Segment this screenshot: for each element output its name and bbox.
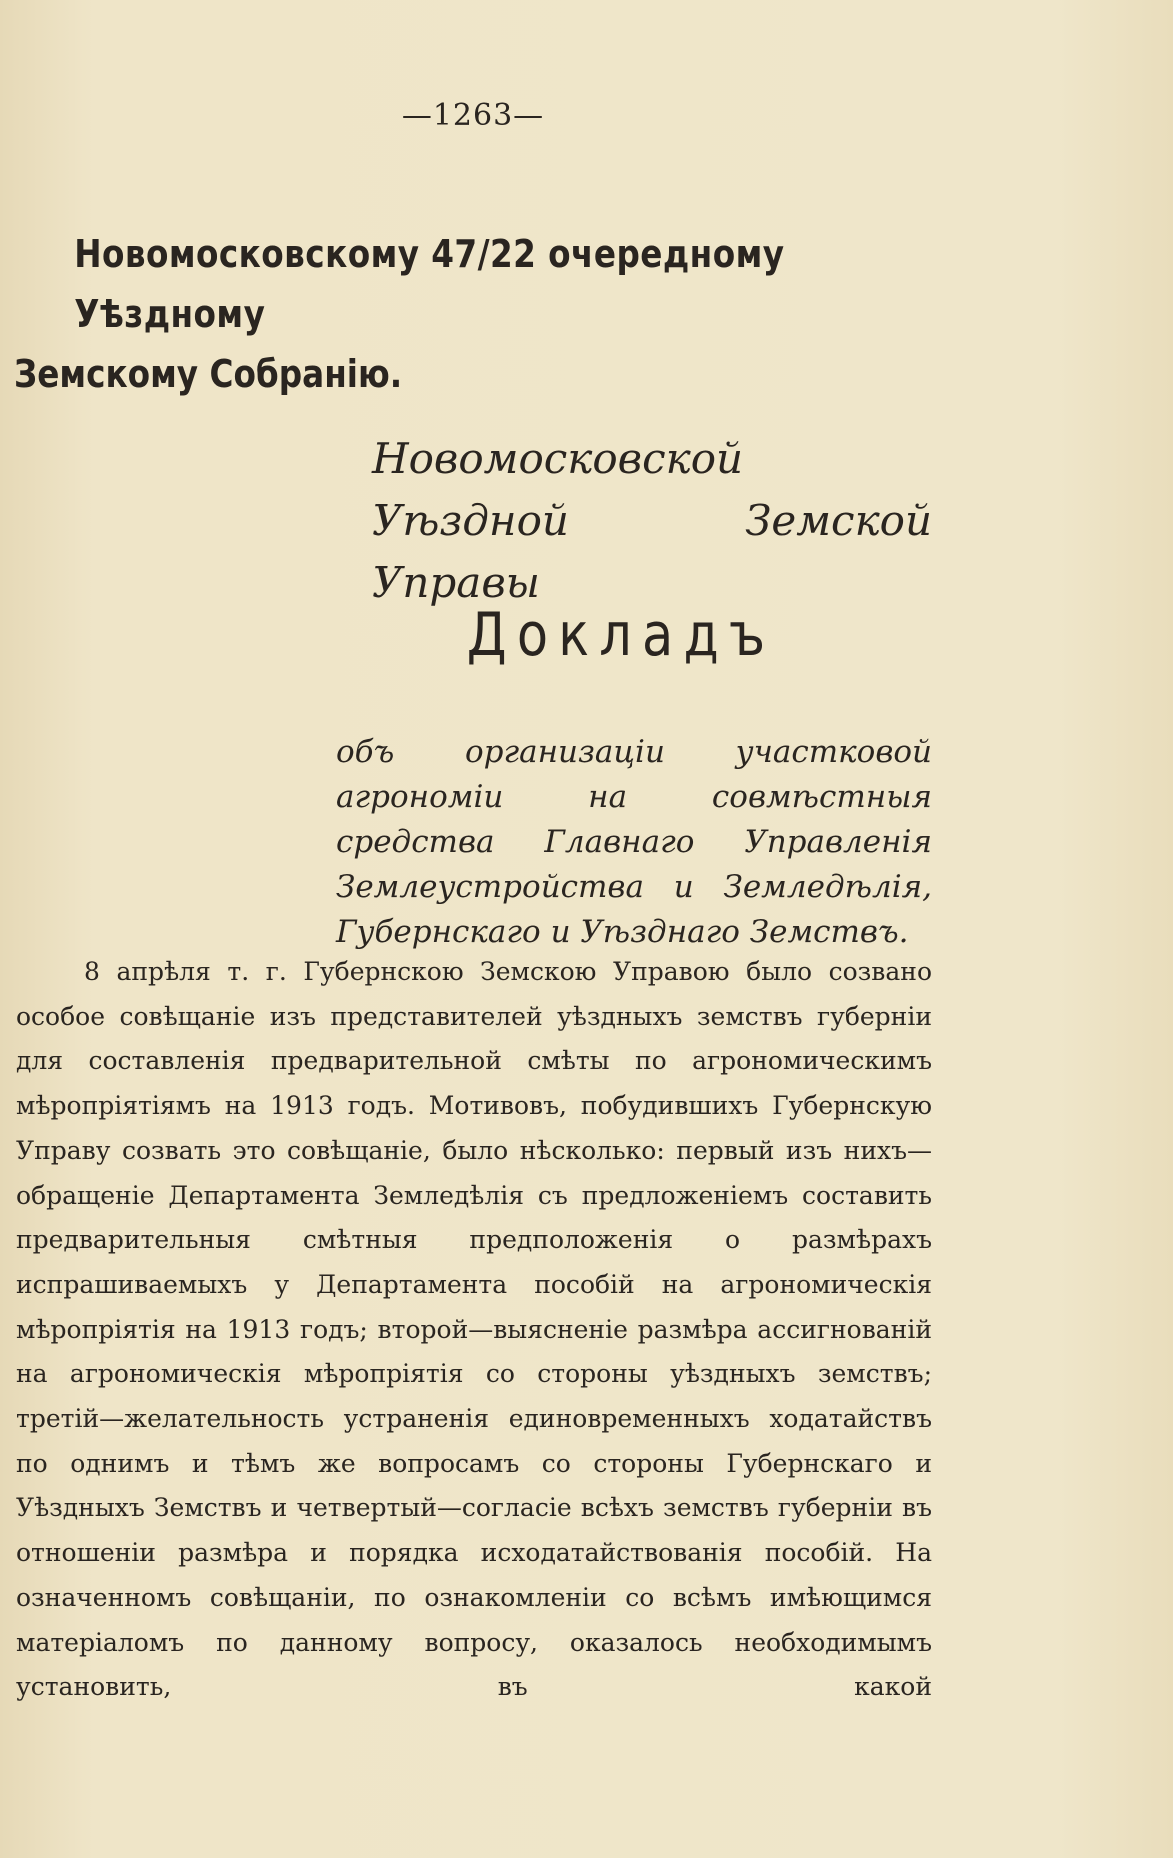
- page-number: —1263—: [401, 98, 545, 133]
- sender-board: Новомосковской Уѣздной Земской Управы: [372, 434, 932, 607]
- report-subject: объ организаціи участковой агрономіи на совмѣстныя средства Главнаго Управленія Землеустройства и Земледѣлія, Губернскаго и Уѣзднаго Земствъ.: [336, 734, 932, 950]
- addressee-line-1: Новомосковскому 47/22 очередному Уѣздному: [74, 232, 785, 336]
- document-title: Докладъ: [466, 600, 776, 670]
- addressee-line-2: Земскому Собранію.: [14, 352, 403, 396]
- body-paragraph: [16, 950, 932, 1710]
- body-text: 8 апрѣля т. г. Губернскою Земскою Управою было созвано особое совѣщаніе изъ представителей уѣздныхъ земствъ губерніи для составленія предварительной смѣты по агрономическимъ мѣропріятіямъ на 1913 годъ. Мотивовъ, побудившихъ Губернскую Управу созвать это совѣщаніе, было нѣсколько: первый изъ нихъ—обращеніе Департамента Земледѣлія съ предложеніемъ составить предварительныя смѣтныя предположенія о размѣрахъ испрашиваемыхъ у Департамента пособій на агрономическія мѣропріятія на 1913 годъ; второй—выясненіе размѣра ассигнованій на агрономическія мѣропріятія со стороны уѣздныхъ земствъ; третій—желательность устраненія единовременныхъ ходатайствъ по однимъ и тѣмъ же вопросамъ со стороны Губернскаго и Уѣздныхъ Земствъ и четвертый—согласіе всѣхъ земствъ губерніи въ отношеніи размѣра и порядка исходатайствованія пособій. На означенномъ совѣщаніи, по ознакомленіи со всѣмъ имѣющимся матеріаломъ по данному вопросу, оказалось необходимымъ установить, въ какой: [16, 957, 932, 1702]
- addressee-heading: [14, 224, 805, 404]
